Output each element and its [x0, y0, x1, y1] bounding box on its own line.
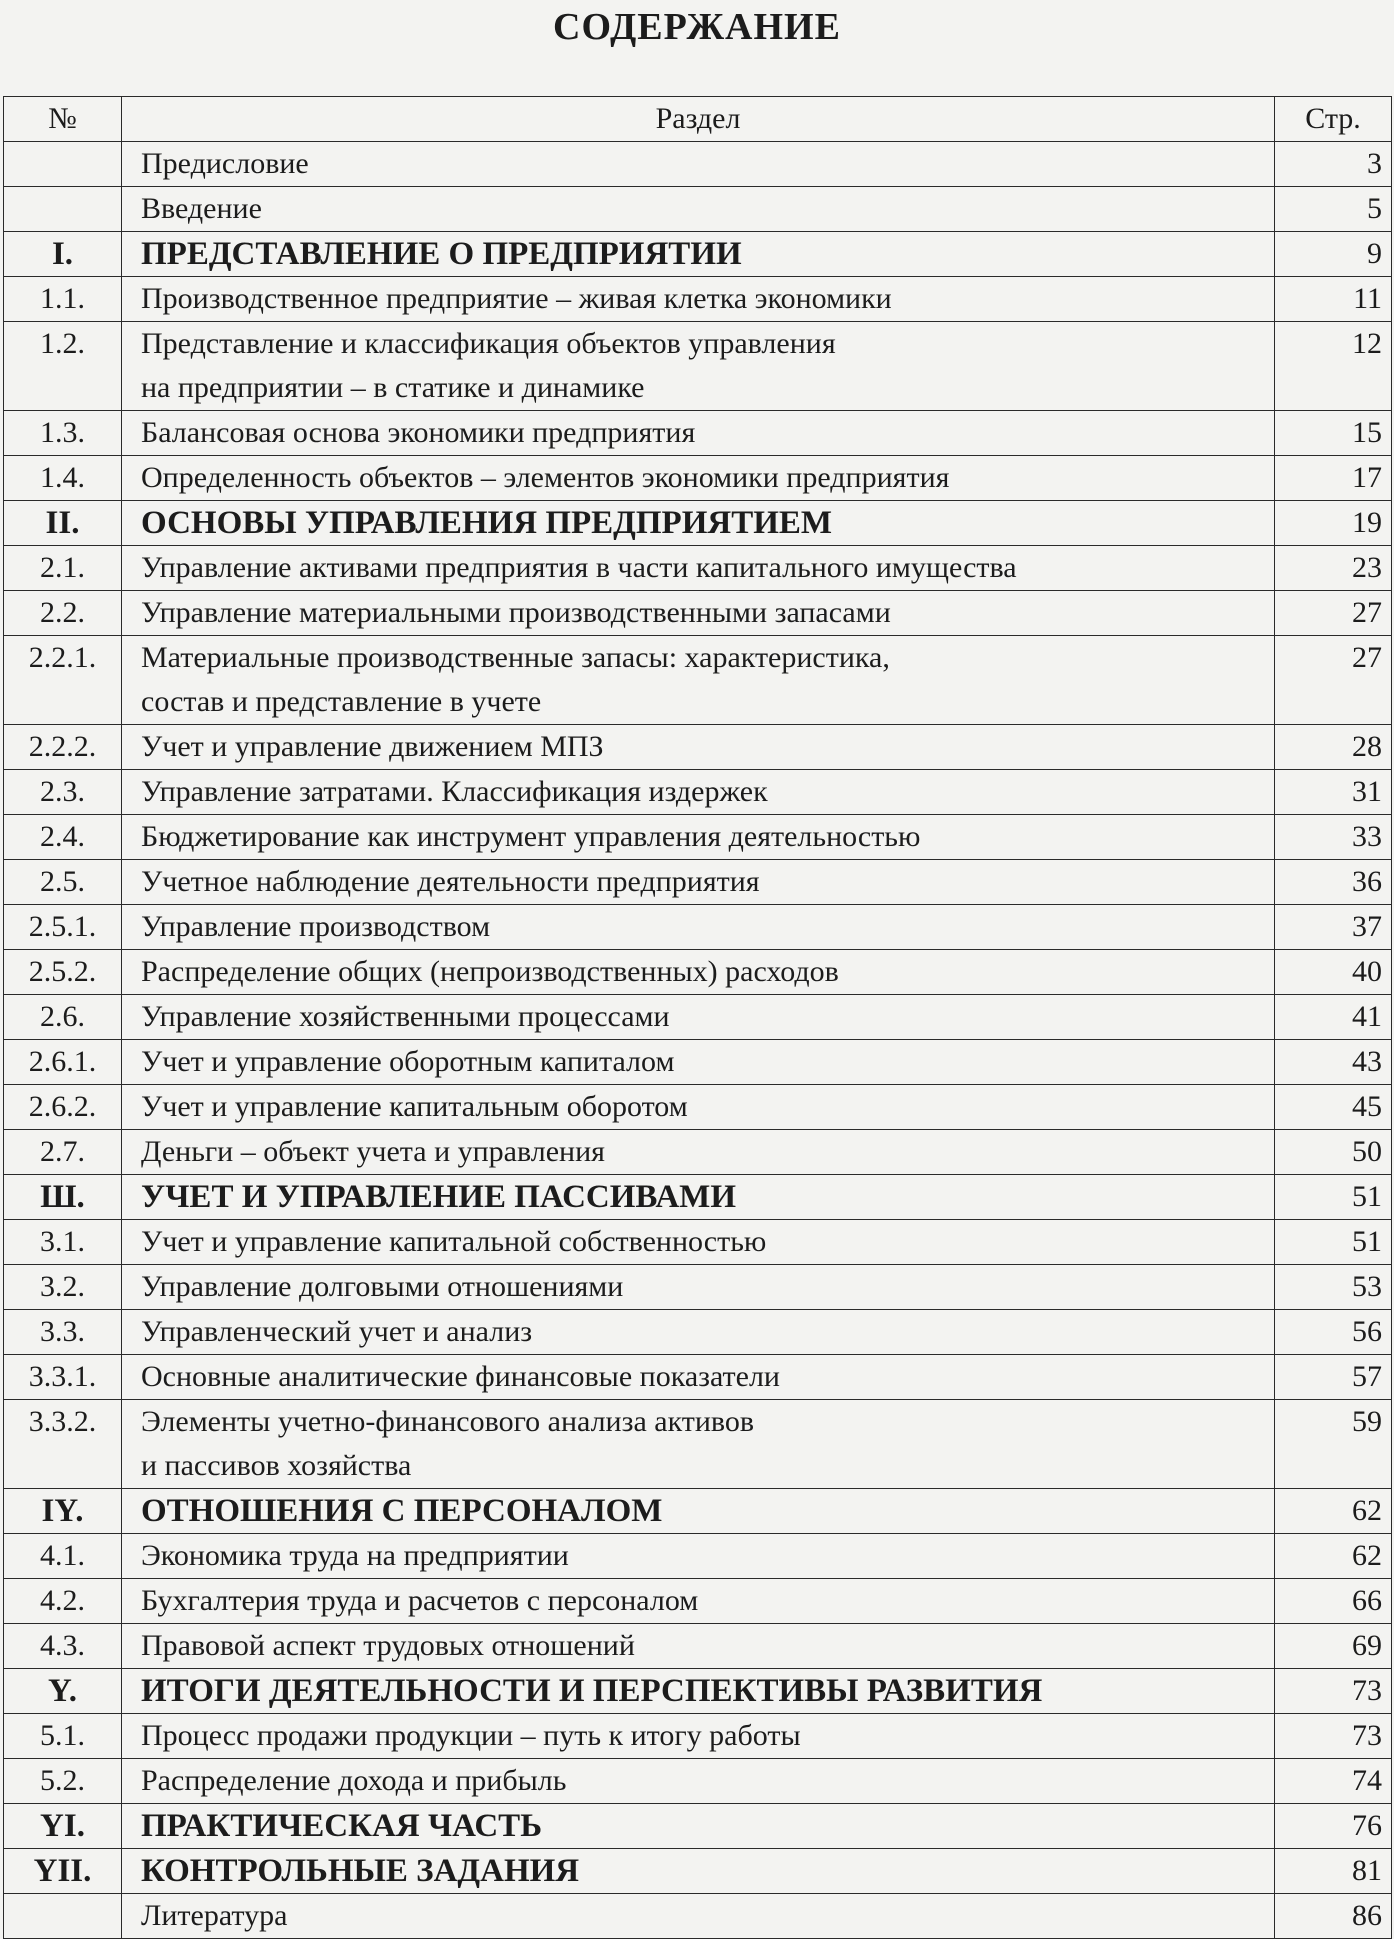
row-section-title [122, 1534, 1275, 1579]
table-row [4, 322, 1392, 411]
row-section-title [122, 905, 1275, 950]
table-row [4, 1759, 1392, 1804]
table-row [4, 187, 1392, 232]
row-page-number: 36 [1275, 860, 1392, 905]
row-page-number: 73 [1275, 1669, 1392, 1714]
row-page-number: 15 [1275, 411, 1392, 456]
section-title-line: Материальные производственные запасы: характеристика, [141, 641, 890, 674]
row-number: 2.4. [4, 815, 122, 860]
section-title-line: КОНТРОЛЬНЫЕ ЗАДАНИЯ [141, 1853, 580, 1889]
row-page-number: 17 [1275, 456, 1392, 501]
section-title-line: Управление материальными производственными запасами [141, 596, 891, 629]
section-title-line: Управление хозяйственными процессами [141, 1000, 670, 1033]
row-page-number: 19 [1275, 501, 1392, 546]
row-page-number: 5 [1275, 187, 1392, 232]
row-section-title [122, 277, 1275, 322]
table-row [4, 1040, 1392, 1085]
row-page-number: 69 [1275, 1624, 1392, 1669]
section-title-line: Бюджетирование как инструмент управления деятельностью [141, 820, 921, 853]
row-page-number: 74 [1275, 1759, 1392, 1804]
header-page: Стр. [1275, 97, 1392, 142]
row-section-title [122, 456, 1275, 501]
row-page-number: 40 [1275, 950, 1392, 995]
row-page-number: 23 [1275, 546, 1392, 591]
table-row [4, 815, 1392, 860]
section-title-line: Учет и управление капитальным оборотом [141, 1090, 688, 1123]
row-number: I. [4, 232, 122, 277]
table-row [4, 770, 1392, 815]
row-page-number: 27 [1275, 591, 1392, 636]
row-page-number: 41 [1275, 995, 1392, 1040]
section-title-line: Учетное наблюдение деятельности предприятия [141, 865, 760, 898]
section-title-line: Учет и управление капитальной собственностью [141, 1225, 767, 1258]
section-title-line: Учет и управление оборотным капиталом [141, 1045, 675, 1078]
row-section-title [122, 411, 1275, 456]
row-section-title [122, 860, 1275, 905]
row-page-number: 11 [1275, 277, 1392, 322]
row-page-number: 31 [1275, 770, 1392, 815]
section-title-line: Процесс продажи продукции – путь к итогу работы [141, 1719, 801, 1752]
row-number: 3.3.1. [4, 1355, 122, 1400]
contents-body [4, 142, 1392, 1939]
row-section-title [122, 1040, 1275, 1085]
contents-table [3, 96, 1392, 1939]
row-number: YII. [4, 1849, 122, 1894]
row-page-number: 33 [1275, 815, 1392, 860]
table-row [4, 725, 1392, 770]
row-section-title [122, 1624, 1275, 1669]
row-page-number: 66 [1275, 1579, 1392, 1624]
row-section-title [122, 1400, 1275, 1489]
row-section-title [122, 1489, 1275, 1534]
section-title-line: Основные аналитические финансовые показатели [141, 1360, 780, 1393]
row-page-number: 3 [1275, 142, 1392, 187]
section-title-line: Предисловие [141, 147, 309, 180]
table-row [4, 995, 1392, 1040]
row-section-title [122, 1579, 1275, 1624]
table-row [4, 591, 1392, 636]
section-title-line: Деньги – объект учета и управления [141, 1135, 605, 1168]
table-row [4, 860, 1392, 905]
table-row [4, 411, 1392, 456]
row-number: 2.2.2. [4, 725, 122, 770]
table-header-row [4, 97, 1392, 142]
section-title-line: Управленческий учет и анализ [141, 1315, 533, 1348]
row-section-title [122, 1130, 1275, 1175]
part-row [4, 1489, 1392, 1534]
row-section-title [122, 1220, 1275, 1265]
table-row [4, 1265, 1392, 1310]
table-row [4, 1310, 1392, 1355]
row-page-number: 12 [1275, 322, 1392, 411]
row-section-title [122, 591, 1275, 636]
section-title-line: Бухгалтерия труда и расчетов с персоналом [141, 1584, 699, 1617]
table-row [4, 1714, 1392, 1759]
table-row [4, 1624, 1392, 1669]
row-section-title [122, 1669, 1275, 1714]
row-page-number: 53 [1275, 1265, 1392, 1310]
row-section-title [122, 501, 1275, 546]
row-section-title [122, 142, 1275, 187]
row-number: 1.2. [4, 322, 122, 411]
section-title-line: ИТОГИ ДЕЯТЕЛЬНОСТИ И ПЕРСПЕКТИВЫ РАЗВИТИЯ [141, 1673, 1043, 1709]
section-title-line: Определенность объектов – элементов экономики предприятия [141, 461, 950, 494]
row-page-number: 51 [1275, 1220, 1392, 1265]
row-number: 1.3. [4, 411, 122, 456]
section-title-line: Распределение общих (непроизводственных) расходов [141, 955, 839, 988]
row-number: 2.5.2. [4, 950, 122, 995]
row-number: 2.2.1. [4, 636, 122, 725]
section-title-line: Учет и управление движением МПЗ [141, 730, 604, 763]
row-section-title [122, 1175, 1275, 1220]
row-section-title [122, 1310, 1275, 1355]
part-row [4, 232, 1392, 277]
row-page-number: 81 [1275, 1849, 1392, 1894]
row-page-number: 76 [1275, 1804, 1392, 1849]
section-title-line: Представление и классификация объектов управления [141, 327, 836, 360]
row-number: 2.6.2. [4, 1085, 122, 1130]
row-section-title [122, 1355, 1275, 1400]
section-title-line: Балансовая основа экономики предприятия [141, 416, 696, 449]
row-page-number: 45 [1275, 1085, 1392, 1130]
row-number: 2.6. [4, 995, 122, 1040]
row-page-number: 59 [1275, 1400, 1392, 1489]
row-number [4, 187, 122, 232]
header-section: Раздел [122, 97, 1275, 142]
row-page-number: 62 [1275, 1534, 1392, 1579]
section-title-line: состав и представление в учете [141, 685, 542, 718]
row-section-title [122, 995, 1275, 1040]
row-number: 4.1. [4, 1534, 122, 1579]
row-number: 3.3.2. [4, 1400, 122, 1489]
row-section-title [122, 1849, 1275, 1894]
section-title-line: на предприятии – в статике и динамике [141, 371, 645, 404]
row-section-title [122, 636, 1275, 725]
table-row [4, 456, 1392, 501]
section-title-line: ПРАКТИЧЕСКАЯ ЧАСТЬ [141, 1808, 543, 1844]
row-section-title [122, 1714, 1275, 1759]
row-number: 4.2. [4, 1579, 122, 1624]
section-title-line: Управление активами предприятия в части капитального имущества [141, 551, 1017, 584]
section-title-line: Элементы учетно-финансового анализа активов [141, 1405, 755, 1438]
table-row [4, 636, 1392, 725]
section-title-line: Экономика труда на предприятии [141, 1539, 569, 1572]
table-row [4, 546, 1392, 591]
section-title-line: ОТНОШЕНИЯ С ПЕРСОНАЛОМ [141, 1493, 663, 1529]
part-row [4, 1804, 1392, 1849]
row-number: 3.3. [4, 1310, 122, 1355]
section-title-line: Управление производством [141, 910, 491, 943]
table-row [4, 905, 1392, 950]
row-page-number: 43 [1275, 1040, 1392, 1085]
page-title: СОДЕРЖАНИЕ [553, 6, 841, 48]
table-row [4, 277, 1392, 322]
row-section-title [122, 322, 1275, 411]
row-section-title [122, 725, 1275, 770]
row-section-title [122, 1085, 1275, 1130]
row-page-number: 50 [1275, 1130, 1392, 1175]
row-section-title [122, 1894, 1275, 1939]
section-title-line: и пассивов хозяйства [141, 1449, 412, 1482]
row-number: 1.1. [4, 277, 122, 322]
part-row [4, 501, 1392, 546]
table-row [4, 1085, 1392, 1130]
table-row [4, 1400, 1392, 1489]
row-number: YI. [4, 1804, 122, 1849]
row-section-title [122, 546, 1275, 591]
row-number: 2.6.1. [4, 1040, 122, 1085]
row-page-number: 86 [1275, 1894, 1392, 1939]
row-number: 3.1. [4, 1220, 122, 1265]
row-number: Y. [4, 1669, 122, 1714]
table-row [4, 1355, 1392, 1400]
section-title-line: Правовой аспект трудовых отношений [141, 1629, 635, 1662]
row-number: 2.1. [4, 546, 122, 591]
section-title-line: Литература [141, 1899, 288, 1932]
row-number: 2.5. [4, 860, 122, 905]
part-row [4, 1175, 1392, 1220]
row-page-number: 27 [1275, 636, 1392, 725]
row-number: 5.2. [4, 1759, 122, 1804]
row-number: 2.3. [4, 770, 122, 815]
row-section-title [122, 1804, 1275, 1849]
section-title-line: Распределение дохода и прибыль [141, 1764, 567, 1797]
row-number: II. [4, 501, 122, 546]
row-number: 1.4. [4, 456, 122, 501]
row-page-number: 37 [1275, 905, 1392, 950]
table-row [4, 142, 1392, 187]
header-number: № [4, 97, 122, 142]
row-number: 3.2. [4, 1265, 122, 1310]
row-number: Ш. [4, 1175, 122, 1220]
table-row [4, 1130, 1392, 1175]
row-number: 2.2. [4, 591, 122, 636]
row-page-number: 57 [1275, 1355, 1392, 1400]
row-number [4, 142, 122, 187]
section-title-line: ПРЕДСТАВЛЕНИЕ О ПРЕДПРИЯТИИ [141, 236, 742, 272]
row-number: IY. [4, 1489, 122, 1534]
row-section-title [122, 232, 1275, 277]
row-page-number: 28 [1275, 725, 1392, 770]
row-number: 2.5.1. [4, 905, 122, 950]
row-section-title [122, 950, 1275, 995]
row-page-number: 51 [1275, 1175, 1392, 1220]
section-title-line: УЧЕТ И УПРАВЛЕНИЕ ПАССИВАМИ [141, 1179, 736, 1215]
row-section-title [122, 187, 1275, 232]
section-title-line: Введение [141, 192, 262, 225]
table-row [4, 1579, 1392, 1624]
row-page-number: 9 [1275, 232, 1392, 277]
row-section-title [122, 815, 1275, 860]
row-number: 5.1. [4, 1714, 122, 1759]
row-page-number: 62 [1275, 1489, 1392, 1534]
row-section-title [122, 1265, 1275, 1310]
section-title-line: Управление затратами. Классификация издержек [141, 775, 768, 808]
row-number [4, 1894, 122, 1939]
part-row [4, 1669, 1392, 1714]
table-row [4, 1894, 1392, 1939]
row-page-number: 73 [1275, 1714, 1392, 1759]
section-title-line: Производственное предприятие – живая клетка экономики [141, 282, 892, 315]
section-title-line: Управление долговыми отношениями [141, 1270, 624, 1303]
table-row [4, 1220, 1392, 1265]
row-number: 2.7. [4, 1130, 122, 1175]
row-section-title [122, 1759, 1275, 1804]
section-title-line: ОСНОВЫ УПРАВЛЕНИЯ ПРЕДПРИЯТИЕМ [141, 505, 833, 541]
table-row [4, 1534, 1392, 1579]
row-number: 4.3. [4, 1624, 122, 1669]
part-row [4, 1849, 1392, 1894]
row-section-title [122, 770, 1275, 815]
table-row [4, 950, 1392, 995]
row-page-number: 56 [1275, 1310, 1392, 1355]
